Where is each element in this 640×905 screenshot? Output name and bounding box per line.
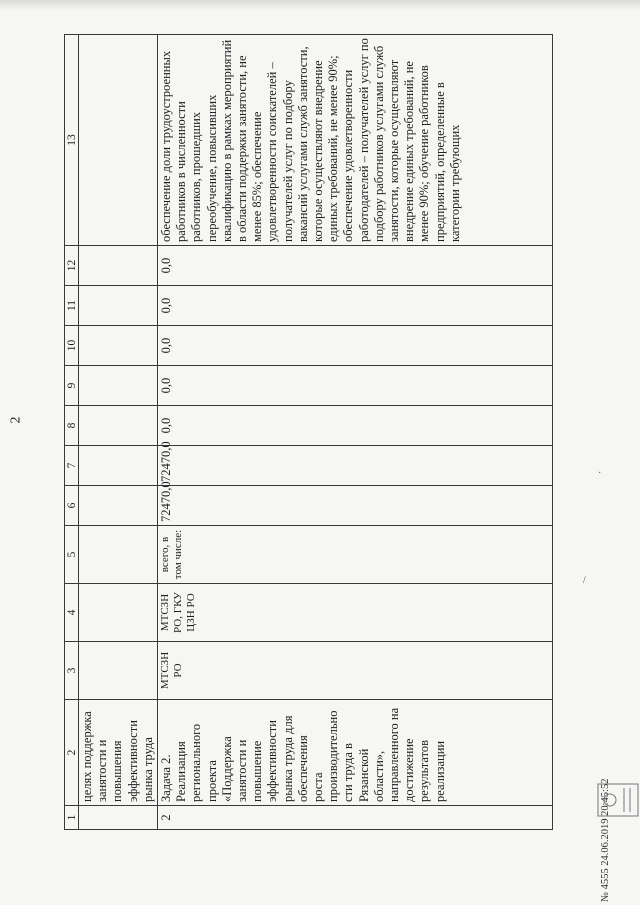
row2-executors: МТСЗН РО, ГКУ ЦЗН РО — [158, 584, 553, 642]
header-cell-10: 10 — [65, 326, 79, 366]
row2-source: всего, в том числе: — [158, 526, 553, 584]
row2-result: обеспечение доли трудоустроенных работников в численности работников, прошедших переобучение, повысивших квалификацию в рамках мероприятий в области поддержки занятости, не менее 85%; обеспечение удовлетворенности соискателей – получателей услуг по подбору вакансий услугами служб занятости, которые осуществляют внедрение единых требований, не менее 90%; обеспечение удовлетворенности работодателей – получателей услуг по подбору работников услугами служб занятости, которые осуществляют внедрение единых требований, не менее 90%; обучение работников предприятий, определенные в категории требующих — [158, 35, 553, 246]
row1-description: целях поддержка занятости и повышения эффективности рынка труда — [79, 700, 158, 806]
table-row — [158, 35, 553, 830]
row2-task: Задача 2. Реализация регионального проекта «Поддержка занятости и повышение эффективности рынка труда для обеспечения роста производительно сти труда в Рязанской области», направленного на достижение результатов реализации — [158, 700, 553, 806]
page-number: 2 — [8, 416, 24, 424]
program-table — [64, 34, 553, 830]
header-cell-8: 8 — [65, 406, 79, 446]
header-cell-3: 3 — [65, 642, 79, 700]
header-cell-7: 7 — [65, 446, 79, 486]
scan-mark: / — [583, 575, 586, 586]
row2-col7: 72470,0 — [158, 446, 553, 486]
row2-col8: 0,0 — [158, 406, 553, 446]
header-cell-9: 9 — [65, 366, 79, 406]
row2-col11: 0,0 — [158, 286, 553, 326]
rotated-table-container — [64, 35, 553, 830]
header-cell-12: 12 — [65, 246, 79, 286]
table-row — [79, 35, 158, 830]
header-cell-5: 5 — [65, 526, 79, 584]
row2-col12: 0,0 — [158, 246, 553, 286]
stamp-logo — [588, 780, 640, 820]
row2-col9: 0,0 — [158, 366, 553, 406]
scan-mark: · — [598, 468, 602, 479]
row2-responsible: МТСЗН РО — [158, 642, 553, 700]
header-cell-6: 6 — [65, 486, 79, 526]
row2-col10: 0,0 — [158, 326, 553, 366]
header-cell-2: 2 — [65, 700, 79, 806]
header-row — [65, 35, 79, 830]
registration-footer: № 4555 24.06.2019 20:45:52 — [600, 778, 611, 902]
scan-edge — [0, 0, 640, 10]
header-cell-13: 13 — [65, 35, 79, 246]
row2-col6: 72470,0 — [158, 486, 553, 526]
row2-number: 2 — [158, 806, 553, 830]
header-cell-1: 1 — [65, 806, 79, 830]
header-cell-4: 4 — [65, 584, 79, 642]
header-cell-11: 11 — [65, 286, 79, 326]
